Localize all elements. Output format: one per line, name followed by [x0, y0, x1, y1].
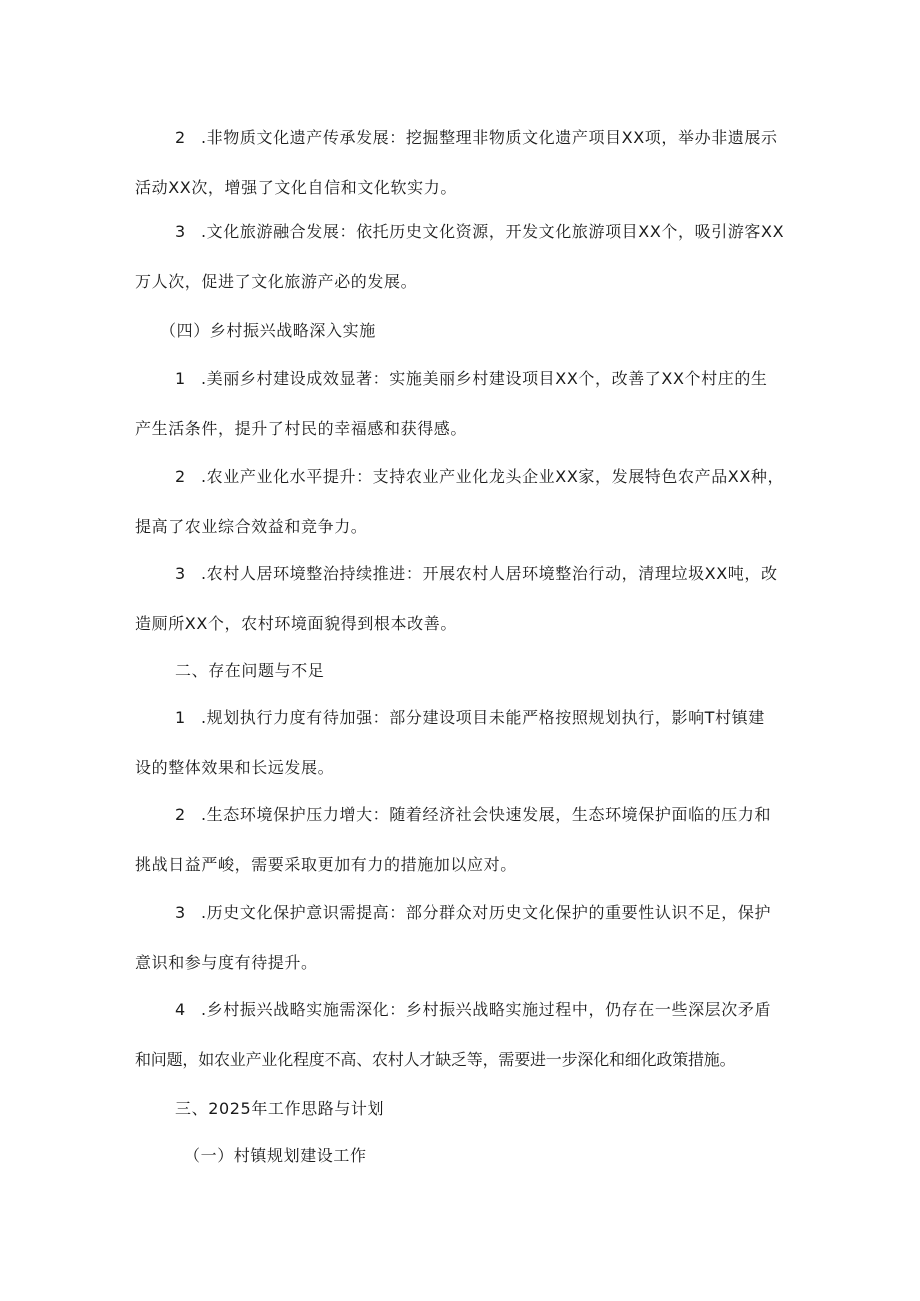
paragraph-rural-environment: [135, 549, 787, 649]
paragraph-line-1: .乡村振兴战略实施需深化：乡村振兴战略实施过程中，仍存在一些深层次矛盾: [201, 1000, 772, 1019]
section-heading-rural-revitalization: （四）乡村振兴战略深入实施: [160, 321, 376, 340]
paragraph-intangible-heritage: [135, 113, 787, 213]
paragraph-plan-execution: [135, 693, 787, 793]
paragraph-line-1: .规划执行力度有待加强：部分建设项目未能严格按照规划执行，影响T村镇建: [201, 708, 765, 727]
item-number: 2: [175, 467, 186, 486]
paragraph-line-2: 和问题，如农业产业化程度不高、农村人才缺乏等，需要进一步深化和细化政策措施。: [135, 1050, 736, 1069]
section-heading-problems: 二、存在问题与不足: [175, 661, 325, 680]
paragraph-line-2: 产生活条件，提升了村民的幸福感和获得感。: [135, 419, 468, 438]
paragraph-line-1: .生态环境保护压力增大：随着经济社会快速发展，生态环境保护面临的压力和: [201, 805, 772, 824]
paragraph-culture-tourism: [135, 207, 787, 307]
paragraph-agri-industrialization: [135, 452, 787, 552]
paragraph-line-2: 设的整体效果和长远发展。: [135, 758, 335, 777]
paragraph-line-2: 意识和参与度有待提升。: [135, 953, 318, 972]
paragraph-line-1: .农村人居环境整治持续推进：开展农村人居环境整治行动，清理垃圾XX吨，改: [201, 564, 778, 583]
paragraph-line-1: .美丽乡村建设成效显著：实施美丽乡村建设项目XX个，改善了XX个村庄的生: [201, 369, 768, 388]
paragraph-line-1: .农业产业化水平提升：支持农业产业化龙头企业XX家，发展特色农产品XX种，: [201, 467, 785, 486]
paragraph-line-1: .非物质文化遗产传承发展：挖掘整理非物质文化遗产项目XX项，举办非遗展示: [201, 128, 778, 147]
item-number: 4: [175, 1000, 186, 1019]
item-number: 2: [175, 805, 186, 824]
paragraph-heritage-awareness: [135, 888, 787, 988]
paragraph-line-2: 挑战日益严峻，需要采取更加有力的措施加以应对。: [135, 855, 517, 874]
paragraph-line-1: .文化旅游融合发展：依托历史文化资源，开发文化旅游项目XX个，吸引游客XX: [201, 222, 785, 241]
item-number: 2: [175, 128, 186, 147]
item-number: 1: [175, 708, 186, 727]
paragraph-line-2: 提高了农业综合效益和竞争力。: [135, 517, 368, 536]
item-number: 3: [175, 903, 186, 922]
paragraph-line-2: 万人次，促进了文化旅游产必的发展。: [135, 272, 418, 291]
paragraph-line-2: 活动XX次，增强了文化自信和文化软实力。: [135, 178, 457, 197]
subsection-heading-planning: （一）村镇规划建设工作: [184, 1146, 367, 1165]
paragraph-line-2: 造厕所XX个，农村环境面貌得到根本改善。: [135, 614, 457, 633]
section-heading-2025-plan: 三、2025年工作思路与计划: [175, 1099, 385, 1118]
paragraph-beautiful-village: [135, 354, 787, 454]
item-number: 3: [175, 222, 186, 241]
item-number: 3: [175, 564, 186, 583]
paragraph-line-1: .历史文化保护意识需提高：部分群众对历史文化保护的重要性认识不足，保护: [201, 903, 772, 922]
paragraph-ecology-pressure: [135, 790, 787, 890]
item-number: 1: [175, 369, 186, 388]
paragraph-revitalization-deepen: [135, 985, 787, 1085]
